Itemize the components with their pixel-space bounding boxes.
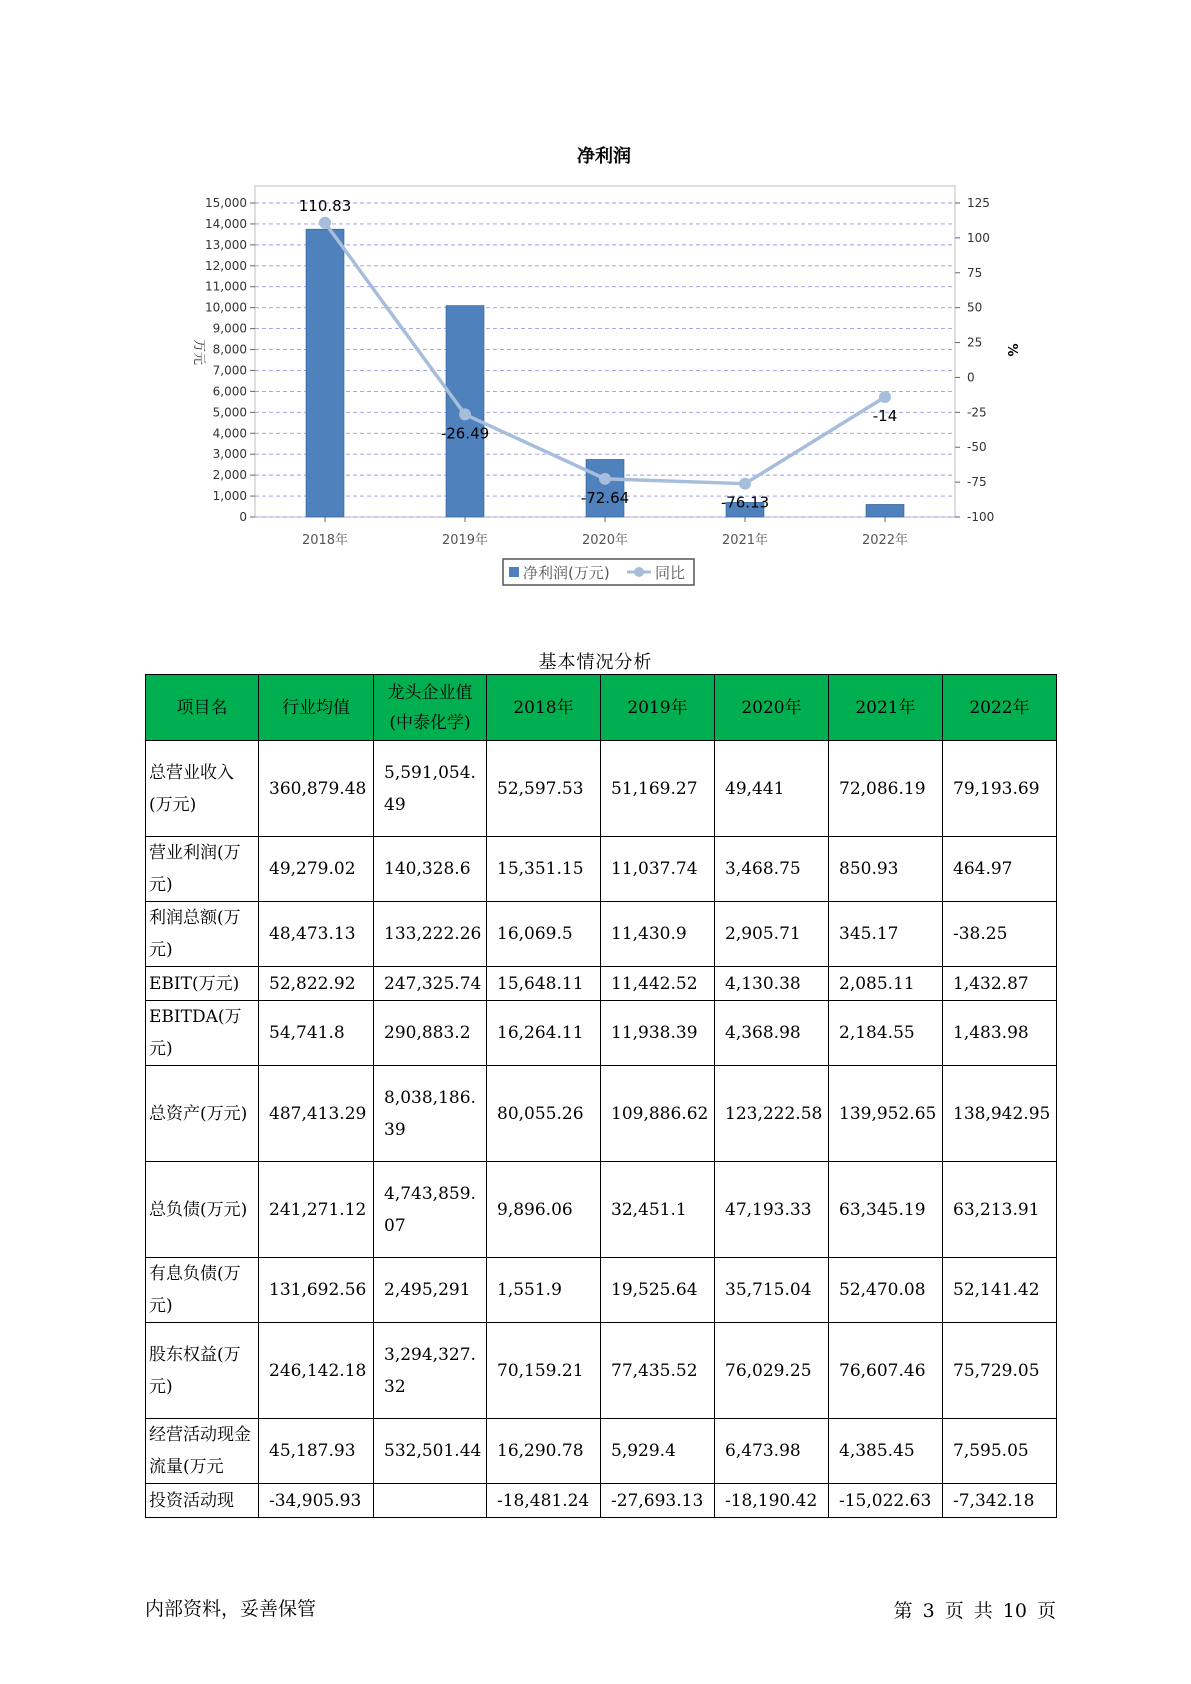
- y2-axis-label: %: [1004, 343, 1019, 357]
- value-cell: 850.93: [829, 837, 943, 902]
- yoy-point: [599, 473, 611, 485]
- y2-tick-label: -100: [967, 510, 995, 524]
- value-cell: 2,184.55: [829, 1001, 943, 1066]
- value-cell: 19,525.64: [601, 1258, 715, 1323]
- yoy-point: [739, 478, 751, 490]
- legend-bar-swatch: [509, 567, 519, 577]
- table-row: [146, 1484, 1057, 1518]
- y-tick-label: 1,000: [212, 489, 247, 504]
- legend-yoy: 同比: [655, 564, 686, 582]
- y2-tick-label: 75: [967, 265, 983, 280]
- value-cell: 2,495,291: [374, 1258, 487, 1323]
- value-cell: 76,607.46: [829, 1323, 943, 1419]
- value-cell: 15,648.11: [487, 967, 601, 1001]
- table-row: [146, 902, 1057, 967]
- y2-tick-label: -75: [967, 475, 987, 490]
- legend-net-profit: 净利润(万元): [523, 564, 610, 582]
- y-tick-label: 2,000: [212, 468, 247, 483]
- yoy-data-label: -72.64: [580, 488, 630, 507]
- value-cell: 52,141.42: [943, 1258, 1057, 1323]
- table-row: [146, 1323, 1057, 1419]
- yoy-point: [879, 391, 891, 403]
- table-row: [146, 967, 1057, 1001]
- value-cell: 8,038,186.39: [374, 1066, 487, 1162]
- value-cell: 2,905.71: [715, 902, 829, 967]
- row-label-cell: 营业利润(万元): [146, 837, 259, 902]
- value-cell: 11,430.9: [601, 902, 715, 967]
- value-cell: 11,442.52: [601, 967, 715, 1001]
- value-cell: 52,470.08: [829, 1258, 943, 1323]
- row-label-cell: 总负债(万元): [146, 1162, 259, 1258]
- value-cell: 4,385.45: [829, 1419, 943, 1484]
- value-cell: 80,055.26: [487, 1066, 601, 1162]
- yoy-data-label: -76.13: [720, 493, 770, 512]
- value-cell: 45,187.93: [259, 1419, 374, 1484]
- row-label-cell: 利润总额(万元): [146, 902, 259, 967]
- value-cell: 52,597.53: [487, 741, 601, 837]
- yoy-line: [325, 223, 885, 484]
- value-cell: 3,294,327.32: [374, 1323, 487, 1419]
- yoy-point: [459, 408, 471, 420]
- y-tick-label: 11,000: [205, 279, 247, 294]
- legend-line-marker: [634, 567, 644, 577]
- y-tick-label: 6,000: [212, 384, 247, 399]
- value-cell: -38.25: [943, 902, 1057, 967]
- y-tick-label: 0: [239, 510, 247, 524]
- y-axis-label: 万元: [191, 338, 206, 366]
- value-cell: 123,222.58: [715, 1066, 829, 1162]
- value-cell: 4,743,859.07: [374, 1162, 487, 1258]
- value-cell: 76,029.25: [715, 1323, 829, 1419]
- y-tick-label: 3,000: [212, 447, 247, 462]
- value-cell: 1,483.98: [943, 1001, 1057, 1066]
- row-label-cell: 有息负债(万元): [146, 1258, 259, 1323]
- y2-tick-label: 50: [967, 300, 983, 315]
- header-cell: 项目名: [146, 675, 259, 741]
- yoy-point: [319, 217, 331, 229]
- y2-tick-label: 100: [967, 230, 990, 245]
- value-cell: 7,595.05: [943, 1419, 1057, 1484]
- table-row: [146, 1001, 1057, 1066]
- value-cell: 139,952.65: [829, 1066, 943, 1162]
- y-tick-label: 8,000: [212, 342, 247, 357]
- value-cell: -18,190.42: [715, 1484, 829, 1518]
- x-tick-label: 2022年: [861, 533, 909, 548]
- value-cell: 140,328.6: [374, 837, 487, 902]
- footer-page-number: 第 3 页 共 10 页: [893, 1600, 1056, 1622]
- row-label-cell: EBITDA(万元): [146, 1001, 259, 1066]
- row-label-cell: 经营活动现金流量(万元: [146, 1419, 259, 1484]
- value-cell: -15,022.63: [829, 1484, 943, 1518]
- value-cell: 6,473.98: [715, 1419, 829, 1484]
- value-cell: 133,222.26: [374, 902, 487, 967]
- x-tick-label: 2019年: [441, 533, 489, 548]
- yoy-data-label: -26.49: [440, 424, 490, 443]
- table-row: [146, 1066, 1057, 1162]
- y-tick-label: 4,000: [212, 426, 247, 441]
- value-cell: 532,501.44: [374, 1419, 487, 1484]
- table-row: [146, 837, 1057, 902]
- row-label-cell: EBIT(万元): [146, 967, 259, 1001]
- value-cell: 131,692.56: [259, 1258, 374, 1323]
- bar: [306, 229, 344, 517]
- x-tick-label: 2020年: [581, 533, 629, 548]
- value-cell: [374, 1484, 487, 1518]
- y2-tick-label: 0: [967, 370, 975, 385]
- y-tick-label: 14,000: [205, 216, 247, 231]
- value-cell: 63,213.91: [943, 1162, 1057, 1258]
- value-cell: 2,085.11: [829, 967, 943, 1001]
- table-row: [146, 1258, 1057, 1323]
- header-cell: 2020年: [715, 675, 829, 741]
- row-label-cell: 投资活动现: [146, 1484, 259, 1518]
- value-cell: 11,938.39: [601, 1001, 715, 1066]
- value-cell: 54,741.8: [259, 1001, 374, 1066]
- y2-tick-label: -25: [967, 405, 987, 420]
- value-cell: 1,432.87: [943, 967, 1057, 1001]
- table-row: [146, 741, 1057, 837]
- header-cell: 2019年: [601, 675, 715, 741]
- header-cell: 2021年: [829, 675, 943, 741]
- y2-tick-label: -50: [967, 440, 987, 455]
- header-cell: 2018年: [487, 675, 601, 741]
- table-title: 基本情况分析: [538, 652, 653, 673]
- y-tick-label: 13,000: [205, 237, 247, 252]
- value-cell: 4,368.98: [715, 1001, 829, 1066]
- basic-analysis-table: [145, 674, 1057, 1518]
- value-cell: -7,342.18: [943, 1484, 1057, 1518]
- header-cell: 行业均值: [259, 675, 374, 741]
- header-cell: 2022年: [943, 675, 1057, 741]
- yoy-data-label: 110.83: [298, 196, 352, 215]
- y2-tick-label: 25: [967, 335, 983, 350]
- table-row: [146, 1162, 1057, 1258]
- value-cell: 63,345.19: [829, 1162, 943, 1258]
- value-cell: 47,193.33: [715, 1162, 829, 1258]
- y-tick-label: 7,000: [212, 363, 247, 378]
- value-cell: 5,591,054.49: [374, 741, 487, 837]
- chart-title: 净利润: [577, 146, 631, 167]
- footer-confidential: 内部资料，妥善保管: [145, 1598, 317, 1620]
- value-cell: 16,290.78: [487, 1419, 601, 1484]
- value-cell: 290,883.2: [374, 1001, 487, 1066]
- table-row: [146, 1419, 1057, 1484]
- y-tick-label: 15,000: [205, 196, 247, 210]
- value-cell: 9,896.06: [487, 1162, 601, 1258]
- value-cell: 49,279.02: [259, 837, 374, 902]
- value-cell: 48,473.13: [259, 902, 374, 967]
- value-cell: 345.17: [829, 902, 943, 967]
- value-cell: -18,481.24: [487, 1484, 601, 1518]
- value-cell: 77,435.52: [601, 1323, 715, 1419]
- value-cell: 464.97: [943, 837, 1057, 902]
- bar: [866, 504, 904, 517]
- value-cell: 72,086.19: [829, 741, 943, 837]
- value-cell: 5,929.4: [601, 1419, 715, 1484]
- value-cell: 16,264.11: [487, 1001, 601, 1066]
- value-cell: 16,069.5: [487, 902, 601, 967]
- value-cell: 360,879.48: [259, 741, 374, 837]
- x-tick-label: 2021年: [721, 533, 769, 548]
- value-cell: 75,729.05: [943, 1323, 1057, 1419]
- value-cell: 49,441: [715, 741, 829, 837]
- table-header-row: [146, 675, 1057, 741]
- value-cell: 241,271.12: [259, 1162, 374, 1258]
- y-tick-label: 5,000: [212, 405, 247, 420]
- value-cell: 3,468.75: [715, 837, 829, 902]
- value-cell: 11,037.74: [601, 837, 715, 902]
- yoy-data-label: -14: [872, 406, 898, 425]
- row-label-cell: 总资产(万元): [146, 1066, 259, 1162]
- y-tick-label: 9,000: [212, 321, 247, 336]
- y-tick-label: 10,000: [205, 300, 247, 315]
- value-cell: 247,325.74: [374, 967, 487, 1001]
- value-cell: 1,551.9: [487, 1258, 601, 1323]
- value-cell: 51,169.27: [601, 741, 715, 837]
- net-profit-chart: [0, 0, 1191, 600]
- value-cell: 109,886.62: [601, 1066, 715, 1162]
- value-cell: 487,413.29: [259, 1066, 374, 1162]
- x-tick-label: 2018年: [301, 533, 349, 548]
- value-cell: 246,142.18: [259, 1323, 374, 1419]
- value-cell: -34,905.93: [259, 1484, 374, 1518]
- y-tick-label: 12,000: [205, 258, 247, 273]
- row-label-cell: 总营业收入(万元): [146, 741, 259, 837]
- value-cell: 79,193.69: [943, 741, 1057, 837]
- value-cell: -27,693.13: [601, 1484, 715, 1518]
- value-cell: 52,822.92: [259, 967, 374, 1001]
- y2-tick-label: 125: [967, 196, 990, 210]
- row-label-cell: 股东权益(万元): [146, 1323, 259, 1419]
- value-cell: 15,351.15: [487, 837, 601, 902]
- value-cell: 138,942.95: [943, 1066, 1057, 1162]
- value-cell: 32,451.1: [601, 1162, 715, 1258]
- value-cell: 70,159.21: [487, 1323, 601, 1419]
- value-cell: 4,130.38: [715, 967, 829, 1001]
- value-cell: 35,715.04: [715, 1258, 829, 1323]
- header-cell: 龙头企业值(中泰化学): [374, 675, 487, 741]
